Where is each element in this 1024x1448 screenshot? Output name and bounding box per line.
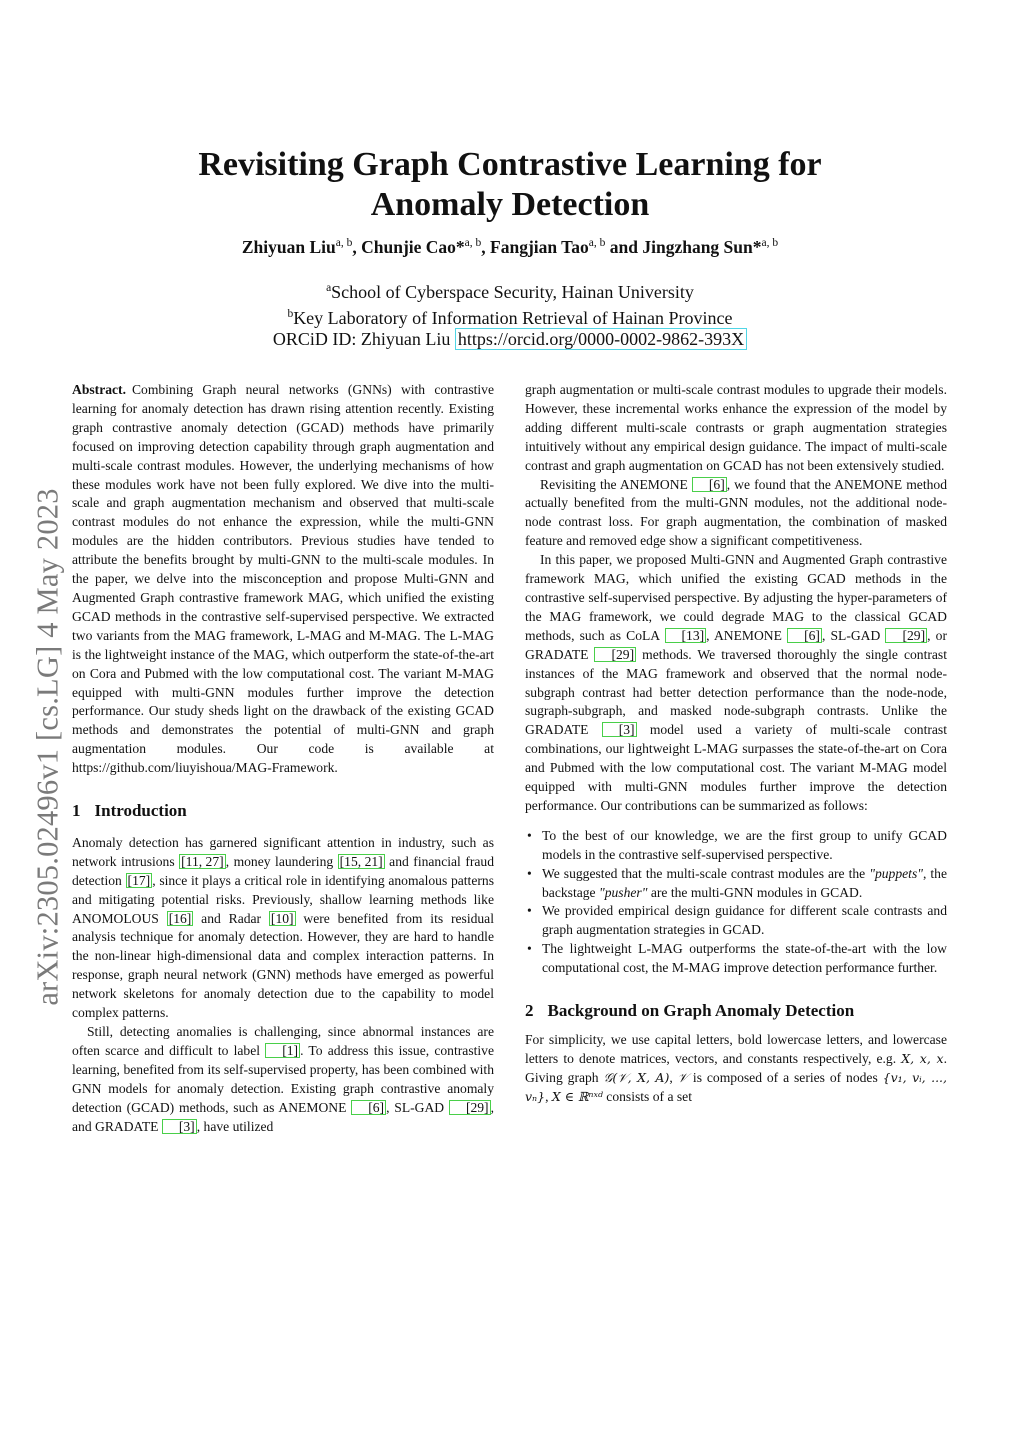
paragraph-text: methods. We traversed thoroughly the single contrast instances of the MAG framework and observed that the normal node-subgraph contrast had better detection performance than the node-node, sugraph-subgraph, and masked node-subgraph contrasts. Unlike the GRADATE	[525, 646, 947, 738]
intro-paragraph-1	[72, 834, 494, 1023]
paragraph-text: , and GRADATE	[72, 1099, 494, 1134]
affiliations	[110, 278, 910, 351]
contribution-text: , the backstage	[542, 865, 947, 900]
citation-link[interactable]: [16]	[168, 910, 192, 926]
citation-link[interactable]: [6]	[787, 628, 822, 643]
math-expression: {v₁, vᵢ, ..., vₙ}	[525, 1069, 947, 1104]
citation-link[interactable]: [13]	[665, 628, 707, 643]
paragraph-text: and Radar	[193, 910, 269, 926]
list-item	[525, 902, 947, 940]
affiliation-a	[110, 278, 910, 304]
paragraph-text: In this paper, we proposed Multi-GNN and Augmented Graph contrastive framework MAG, which unified the existing GCAD methods in the contrastive self-supervised perspective. By adjusting the hyper-parameters of the MAG framework, we could degrade MAG to the classical GCAD methods, such as CoLA	[525, 552, 947, 643]
section-title: Background on Graph Anomaly Detection	[547, 1001, 855, 1021]
citation-link[interactable]: [1]	[265, 1043, 300, 1058]
math-expression: 𝒢(𝒱, X, A)	[603, 1069, 670, 1085]
author-separator: ,	[481, 237, 491, 257]
paragraph-text: , since it plays a critical role in identifying anomalous patterns and mitigating potential risks. Previously, shallow learning methods like ANOMOLOUS	[72, 872, 494, 926]
paper-title: Revisiting Graph Contrastive Learning for Anomaly Detection	[198, 146, 822, 223]
paragraph-text: , money laundering	[225, 853, 338, 869]
orcid-line	[110, 329, 910, 351]
contribution-text: We suggested that the multi-scale contrast modules are the	[542, 865, 870, 881]
citation-link[interactable]: [15, 21]	[339, 853, 383, 869]
contribution-text: We provided empirical design guidance for different scale contrasts and graph augmentation strategies in GCAD.	[542, 903, 947, 938]
citation-link[interactable]: [3]	[602, 722, 637, 737]
author-name: Chunjie Cao*	[361, 237, 465, 257]
citation-link[interactable]: [6]	[692, 477, 727, 492]
author-name: Fangjian Tao	[490, 237, 589, 257]
math-expression: 𝒱	[677, 1069, 689, 1085]
section-heading-background	[525, 1002, 947, 1021]
author-name: Jingzhang Sun*	[642, 237, 762, 257]
left-column	[72, 381, 494, 1136]
affiliation-b-mark: b	[287, 307, 294, 320]
paragraph-text: , ANEMONE	[706, 627, 788, 643]
background-text: ,	[669, 1069, 678, 1085]
background-text: consists of a set	[602, 1088, 692, 1104]
orcid-link[interactable]: https://orcid.org/0000-0002-9862-393X	[455, 328, 747, 350]
citation-link[interactable]: [3]	[162, 1119, 197, 1134]
orcid-label: ORCiD ID: Zhiyuan Liu	[272, 329, 451, 349]
bullet-icon: •	[527, 827, 532, 843]
right-column	[525, 381, 947, 1107]
section-heading-introduction	[72, 802, 494, 821]
arxiv-identifier	[28, 455, 68, 1040]
abstract-text: Combining Graph neural networks (GNNs) with contrastive learning for anomaly detection has drawn rising attention recently. Existing graph contrastive anomaly detection (GCAD) methods have primarily focused on improving detection capability through graph augmentation and multi-scale contrast modules. However, the underlying mechanisms of how these modules work have not been fully explored. We dive into the multi-scale and graph augmentation mechanism and observed that multi-scale contrast modules do not enhance the expression, while the multi-GNN modules are the hidden contributors. Previous studies have tended to attribute the benefits brought by multi-GNN to the multi-scale modules. In the paper, we delve into the misconception and propose Multi-GNN and Augmented Graph contrastive framework MAG, which unified the existing GCAD methods in the contrastive self-supervised perspective. We extracted two variants from the MAG framework, L-MAG and M-MAG. The L-MAG is the lightweight instance of the MAG, which outperform the state-of-the-art on Cora and Pubmed with the low computational cost. The variant M-MAG equipped with multi-GNN modules further improve the detection performance. Our study sheds light on the drawback of the existing GCAD methods and demonstrates the potential of multi-GNN and graph augmentation modules. Our code is available at https://github.com/liuyishoua/MAG-Framework.	[72, 382, 494, 776]
affiliation-b	[110, 304, 910, 330]
author-separator: ,	[352, 237, 362, 257]
paragraph-text: Revisiting the ANEMONE	[540, 476, 692, 492]
author-affiliation-mark: a, b	[464, 237, 482, 250]
contribution-text: The lightweight L-MAG outperforms the state-of-the-art with the low computational cost, the M-MAG improve detection performance further.	[542, 941, 947, 976]
contribution-text: are the multi-GNN modules in GCAD.	[647, 884, 863, 900]
intro-paragraph-this-paper	[525, 551, 947, 816]
math-expression: X, x, x	[901, 1050, 944, 1066]
math-expression: X ∈ ℝⁿˣᵈ	[551, 1088, 603, 1104]
author-name: Zhiyuan Liu	[241, 237, 336, 257]
intro-paragraph-2	[72, 1023, 494, 1136]
section-number: 1	[72, 801, 81, 821]
paragraph-text: were benefited from its residual analysis technique for anomaly detection. However, they are hard to handle the non-linear high-dimensional data and complex interaction patterns. In response, graph neural network (GNN) methods have emerged as powerful network skeletons for anomaly detection due to the capability to model complex patterns.	[72, 910, 494, 1021]
paragraph-text: and financial fraud detection	[72, 853, 494, 888]
contributions-list	[525, 827, 947, 978]
paragraph-text: model used a variety of multi-scale contrast combinations, our lightweight L-MAG surpasses the state-of-the-art on Cora and Pubmed with the low computational cost. The variant M-MAG model equipped with multi-GNN modules further improve the detection performance. Our contributions can be summarized as follows:	[525, 722, 947, 813]
contribution-text: To the best of our knowledge, we are the first group to unify GCAD models in the contrastive self-supervised perspective.	[542, 827, 947, 862]
bullet-icon: •	[527, 941, 532, 957]
background-text: . Giving graph	[525, 1050, 947, 1085]
author-affiliation-mark: a, b	[588, 237, 606, 250]
paragraph-text: , SL-GAD	[821, 627, 886, 643]
citation-link[interactable]: [29]	[449, 1100, 491, 1115]
bullet-icon: •	[527, 903, 532, 919]
paragraph-text: , SL-GAD	[386, 1099, 449, 1115]
paragraph-text: Anomaly detection has garnered significant attention in industry, such as network intrusions	[72, 834, 494, 869]
paragraph-text: Still, detecting anomalies is challenging, since abnormal instances are often scarce and difficult to label	[72, 1024, 494, 1058]
background-text: For simplicity, we use capital letters, bold lowercase letters, and lowercase letters to denote matrices, vectors, and constants respectively, e.g.	[525, 1032, 947, 1066]
background-paragraph	[525, 1031, 947, 1107]
list-item	[525, 827, 947, 865]
background-text: is composed of a series of nodes	[688, 1069, 883, 1085]
paragraph-text: , or GRADATE	[525, 627, 947, 662]
citation-link[interactable]: [17]	[127, 872, 151, 888]
citation-link[interactable]: [29]	[594, 647, 636, 662]
background-text: ,	[545, 1088, 552, 1104]
author-list	[110, 237, 910, 258]
citation-link[interactable]: [10]	[270, 910, 294, 926]
section-number: 2	[525, 1001, 534, 1021]
section-title: Introduction	[94, 801, 187, 821]
citation-link[interactable]: [29]	[885, 628, 927, 643]
list-item	[525, 865, 947, 903]
citation-link[interactable]: [6]	[351, 1100, 386, 1115]
bullet-icon: •	[527, 865, 532, 881]
list-item	[525, 940, 947, 978]
contribution-emphasis: "pusher"	[599, 884, 648, 900]
author-separator: and	[605, 237, 643, 257]
affiliation-a-text: School of Cyberspace Security, Hainan University	[331, 282, 694, 302]
arxiv-identifier-text: arXiv:2305.02496v1 [cs.LG] 4 May 2023	[30, 488, 65, 1006]
intro-paragraph-revisit	[525, 476, 947, 552]
affiliation-b-text: Key Laboratory of Information Retrieval of Hainan Province	[293, 307, 733, 328]
abstract	[72, 381, 494, 778]
paragraph-text: , we found that the ANEMONE method actually benefited from the multi-GNN modules, not the additional node-node contrast loss. For graph augmentation, the combination of masked feature and removed edge show a significant competitiveness.	[525, 476, 947, 549]
affiliation-a-mark: a	[326, 282, 332, 294]
citation-link[interactable]: [11, 27]	[181, 853, 224, 869]
author-affiliation-mark: a, b	[761, 237, 779, 250]
abstract-label: Abstract.	[72, 382, 126, 397]
author-affiliation-mark: a, b	[335, 237, 353, 250]
contribution-emphasis: "puppets"	[869, 865, 923, 881]
intro-paragraph-continued: graph augmentation or multi-scale contrast modules to upgrade their models. However, these incremental works enhance the expression of the model by adding different multi-scale contrasts or graph augmentation strategies intuitively without any empirical design guidance. The impact of multi-scale contrast and graph augmentation on GCAD has not been extensively studied.	[525, 382, 947, 473]
paragraph-text: . To address this issue, contrastive learning, benefited from its self-supervised property, has been combined with GNN models for anomaly detection. Existing graph contrastive anomaly detection (GCAD) methods, such as ANEMONE	[72, 1042, 494, 1115]
paragraph-text: , have utilized	[196, 1118, 274, 1134]
